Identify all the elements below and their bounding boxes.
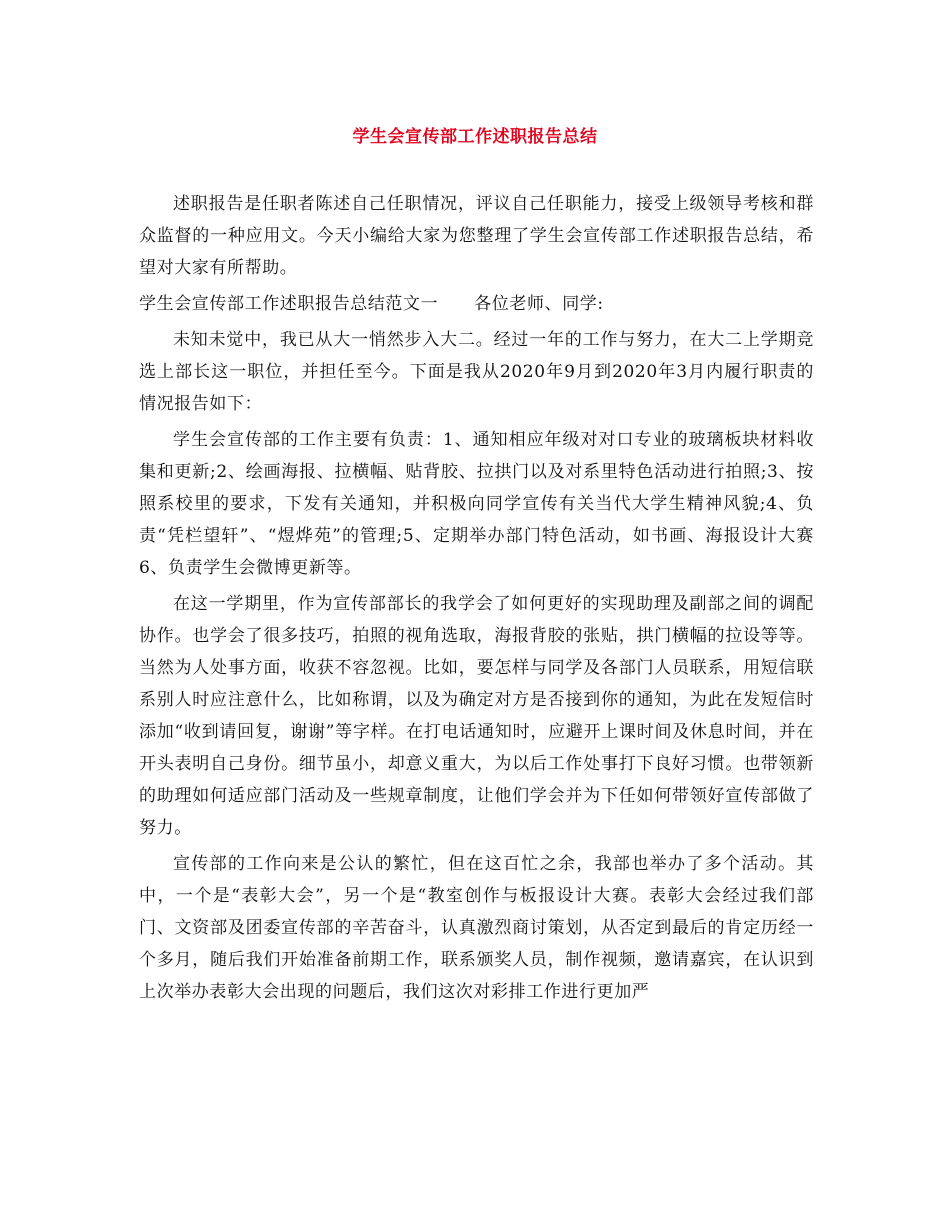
greeting: 各位老师、同学: [474, 294, 604, 314]
body-paragraph: 宣传部的工作向来是公认的繁忙，但在这百忙之余，我部也举办了多个活动。其中，一个是“表彰大会”，另一个是“教室创作与板报设计大赛。表彰大会经过我们部门、文资部及团委宣传部的辛苦奋斗，认真激烈商讨策划，从否定到最后的肯定历经一个多月，随后我们开始准备前期工作，联系颁奖人员，制作视频，邀请嘉宾，在认识到上次举办表彰大会出现的问题后，我们这次对彩排工作进行更加严 [139, 854, 814, 1002]
sample-heading: 学生会宣传部工作述职报告总结范文一 [139, 294, 439, 314]
body-paragraph: 学生会宣传部的工作主要有负责：1、通知相应年级对对口专业的玻璃板块材料收集和更新;2、绘画海报、拉横幅、贴背胶、拉拱门以及对系里特色活动进行拍照;3、按照系校里的要求，下发有关通知，并积极向同学宣传有关当代大学生精神风貌;4、负责“凭栏望轩”、“煜烨苑”的管理;5、定期举办部门特色活动，如书画、海报设计大赛6、负责学生会微博更新等。 [139, 430, 814, 578]
body-paragraph: 未知未觉中，我已从大一悄然步入大二。经过一年的工作与努力，在大二上学期竞选上部长这一职位，并担任至今。下面是我从2020年9月到2020年3月内履行职责的情况报告如下： [139, 330, 814, 414]
document-body [139, 188, 814, 1008]
document-title: 学生会宣传部工作述职报告总结 [352, 127, 598, 147]
sample-heading-line [139, 288, 814, 320]
intro-paragraph: 述职报告是任职者陈述自己任职情况，评议自己任职能力，接受上级领导考核和群众监督的一种应用文。今天小编给大家为您整理了学生会宣传部工作述职报告总结，希望对大家有所帮助。 [139, 194, 814, 278]
body-paragraph: 在这一学期里，作为宣传部部长的我学会了如何更好的实现助理及副部之间的调配协作。也学会了很多技巧，拍照的视角选取，海报背胶的张贴，拱门横幅的拉设等等。当然为人处事方面，收获不容忽视。比如，要怎样与同学及各部门人员联系，用短信联系别人时应注意什么，比如称谓，以及为确定对方是否接到你的通知，为此在发短信时添加“收到请回复，谢谢”等字样。在打电话通知时，应避开上课时间及休息时间，并在开头表明自己身份。细节虽小，却意义重大，为以后工作处事打下良好习惯。也带领新的助理如何适应部门活动及一些规章制度，让他们学会并为下任如何带领好宣传部做了努力。 [139, 594, 814, 838]
